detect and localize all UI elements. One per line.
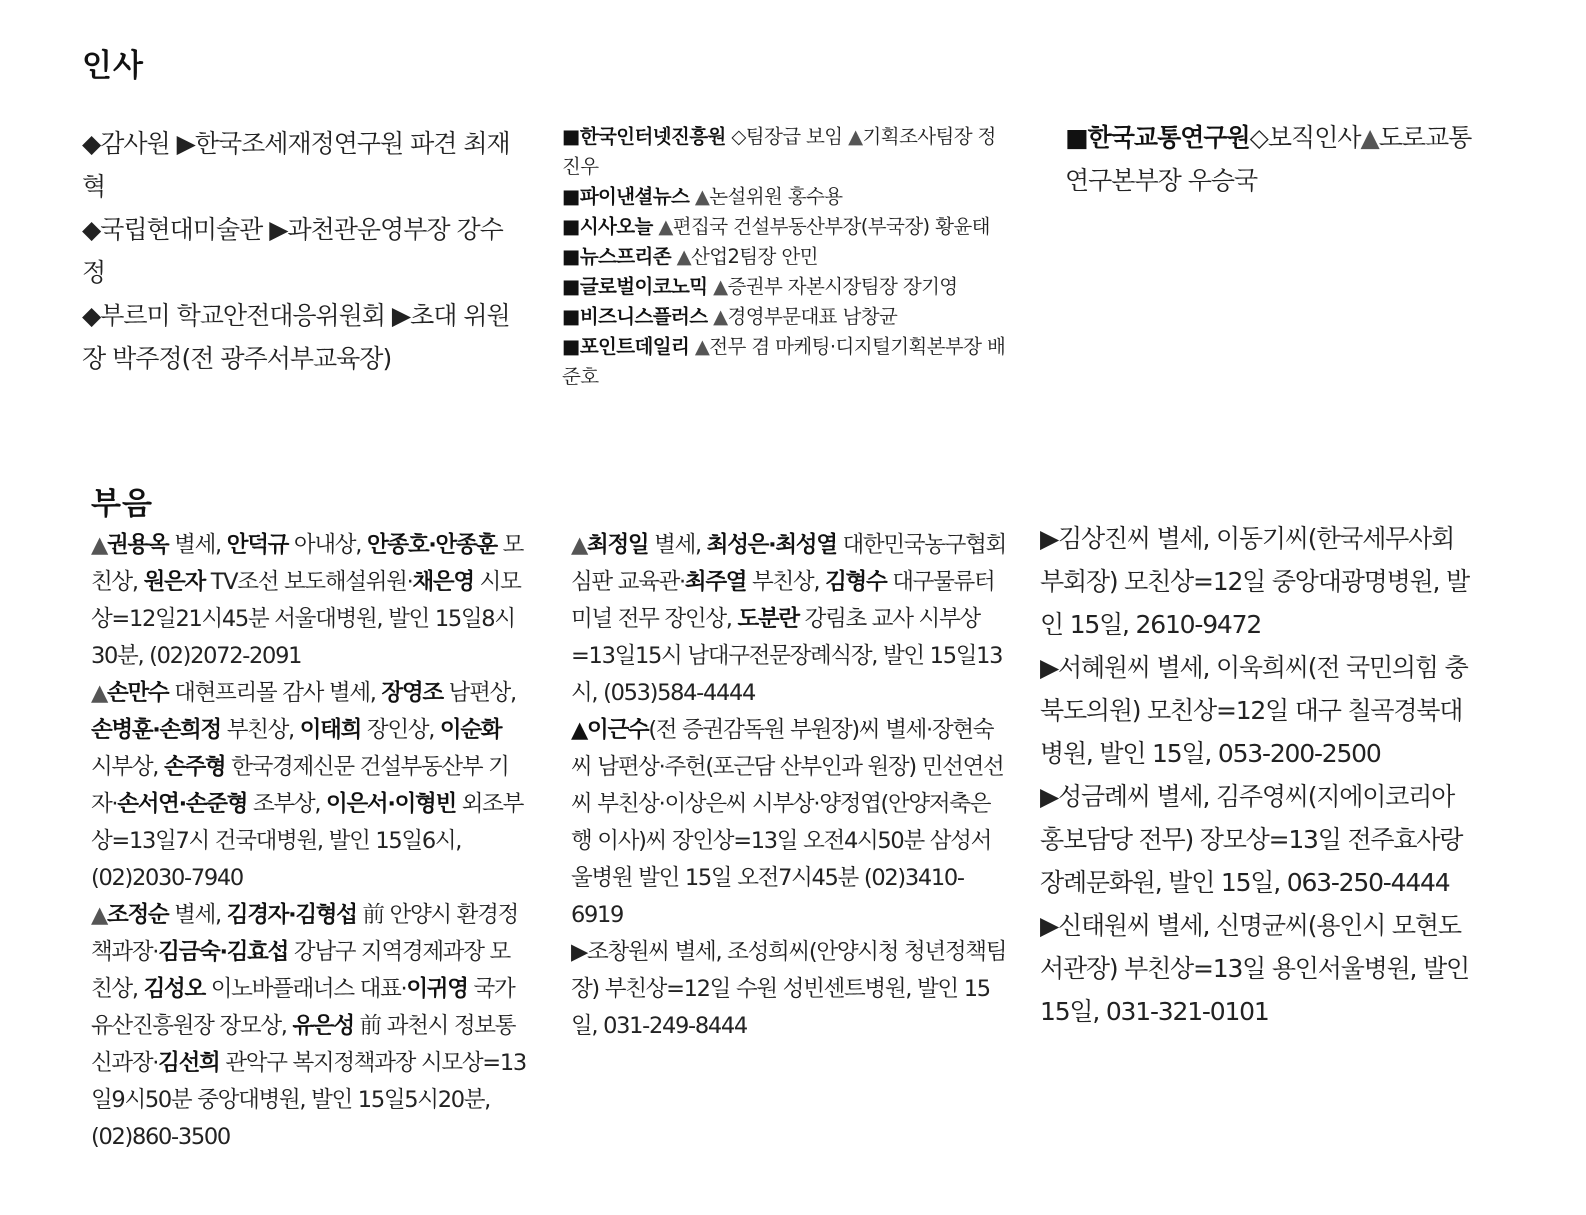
bueum-column-1: [91, 527, 527, 1156]
entry-text: 강림초 교사 시부상=13일15시 남대구전문장례식장, 발인 15일13시, (053)584-4444: [571, 606, 1003, 706]
obituary-entry: [91, 527, 527, 675]
person-name: 손서연·손준형: [117, 791, 248, 817]
entry-text: 경영부문대표 남창균: [727, 305, 898, 328]
person-name: 안종호·안종훈: [366, 532, 497, 558]
person-name: 손병훈·손희정: [91, 717, 221, 743]
entry-text: 대구물류터미널 전무 장인상,: [571, 569, 995, 632]
entry-text: 강남구 지역경제과장 모친상,: [91, 939, 510, 1002]
person-name: 김성오: [143, 976, 205, 1002]
entry-text: 도로교통연구본부장 우승국: [1065, 123, 1472, 195]
entry-text: 아내상,: [288, 532, 367, 558]
entry-text: 이노바플래너스 대표·: [204, 976, 407, 1002]
organization-name: ■시사오늘: [562, 215, 653, 238]
entry-text: 대현프리몰 감사 별세,: [168, 680, 382, 706]
person-name: 최주열: [684, 569, 747, 595]
person-name: 이귀영: [406, 976, 468, 1002]
organization-name: ■비즈니스플러스: [562, 305, 708, 328]
obituary-entry: [91, 897, 527, 1156]
entry-text: 대한민국농구협회 심판 교육관·: [571, 532, 1006, 595]
appointment-entry: [562, 272, 1008, 302]
appointment-entry: [562, 242, 1008, 272]
organization-name: ■글로벌이코노믹: [562, 275, 708, 298]
obituary-entry: ▶서혜원씨 별세, 이욱희씨(전 국민의힘 충북도의원) 모친상=12일 대구 칠곡경북대병원, 발인 15일, 053-200-2500: [1040, 653, 1468, 768]
entry-text: TV조선 보도해설위원·: [204, 569, 413, 595]
obituary-entry: ▶성금례씨 별세, 김주영씨(지에이코리아 홍보담당 전무) 장모상=13일 전주효사랑장례문화원, 발인 15일, 063-250-4444: [1040, 782, 1463, 897]
entry-text: 편집국 건설부동산부장(부국장) 황윤태: [672, 215, 990, 238]
entry-text: 한국경제신문 건설부동산부 기자·: [91, 754, 509, 817]
triangle-icon: ▲: [676, 245, 692, 268]
person-name: 안덕규: [226, 532, 289, 558]
entry-text: 시모상=12일21시45분 서울대병원, 발인 15일8시30분, (02)2072-2091: [91, 569, 521, 669]
appointment-entry: [82, 122, 522, 208]
entry-text: 기획조사팀장 정진우: [562, 125, 996, 178]
insa-column-1: [82, 122, 522, 380]
entry-text: ◆부르미 학교안전대응위원회 ▶초대 위원장 박주정(전 광주서부교육장): [82, 301, 510, 373]
entry-text: 부친상,: [746, 569, 826, 595]
person-name: 최성은·최성열: [706, 532, 837, 558]
insa-column-3: [1065, 116, 1481, 202]
appointment-entry: [562, 122, 1008, 182]
obituary-entry: [571, 934, 1007, 1045]
entry-text: 외조부상=13일7시 건국대병원, 발인 15일6시, (02)2030-7940: [91, 791, 524, 891]
entry-text: 부친상,: [220, 717, 300, 743]
entry-text: 별세,: [168, 532, 227, 558]
obituary-entry: ▶김상진씨 별세, 이동기씨(한국세무사회 부회장) 모친상=12일 중앙대광명병원, 발인 15일, 2610-9472: [1040, 524, 1469, 639]
entry-text: ▶조창원씨 별세, 조성희씨(안양시청 청년정책팀장) 부친상=12일 수원 성빈센트병원, 발인 15일, 031-249-8444: [571, 939, 1007, 1039]
person-name: 손주형: [164, 754, 226, 780]
organization-name: ■파이낸셜뉴스: [562, 185, 690, 208]
obituary-entry: [571, 527, 1007, 712]
entry-text: 별세,: [168, 902, 227, 928]
appointment-entry: [1065, 116, 1481, 202]
organization-name: ■포인트데일리: [562, 335, 690, 358]
triangle-icon: ▲: [694, 335, 710, 358]
entry-text: 관악구 복지정책과장 시모상=13일9시50분 중앙대병원, 발인 15일5시20분, (02)860-3500: [91, 1050, 526, 1150]
triangle-icon: ▲: [91, 680, 108, 706]
appointment-entry: [562, 302, 1008, 332]
person-name: 도분란: [737, 606, 799, 632]
entry-text: 남편상,: [442, 680, 516, 706]
person-name: 최정일: [587, 532, 649, 558]
triangle-icon: ▲: [713, 305, 728, 328]
triangle-icon: ▲: [848, 125, 863, 148]
person-name: 원은자: [143, 569, 205, 595]
triangle-icon: ▲: [91, 532, 108, 558]
person-name: 김경자·김형섭: [226, 902, 357, 928]
person-name: 유은성: [292, 1013, 354, 1039]
person-name: 김선희: [158, 1050, 220, 1076]
person-name: 장영조: [381, 680, 443, 706]
entry-text: 전무 겸 마케팅·디지털기획본부장 배준호: [562, 335, 1006, 388]
entry-text: ◇보직인사: [1249, 123, 1361, 152]
appointment-entry: [562, 182, 1008, 212]
bueum-column-3: [1040, 517, 1480, 1033]
appointment-entry: [562, 332, 1008, 392]
triangle-icon: ▲: [1360, 123, 1379, 152]
appointment-entry: [82, 208, 522, 294]
entry-text: ◆국립현대미술관 ▶과천관운영부장 강수정: [82, 215, 503, 287]
person-name: 이태희: [299, 717, 362, 743]
bueum-heading: 부음: [91, 486, 153, 522]
entry-text: 국가유산진흥원장 장모상,: [91, 976, 515, 1039]
obituary-entry: [571, 712, 1007, 934]
bueum-column-2: [571, 527, 1007, 1045]
insa-column-2: [562, 122, 1008, 392]
person-name: 손만수: [107, 680, 169, 706]
triangle-icon: ▲: [713, 275, 728, 298]
triangle-icon: ▲: [571, 717, 588, 743]
obituary-entry: [91, 675, 527, 897]
entry-text: (전 증권감독원 부원장)씨 별세·장현숙씨 남편상·주헌(포근담 산부인과 원장) 민선연선씨 부친상·이상은씨 시부상·양정엽(안양저축은행 이사)씨 장인상=13일 오전4시50분 삼성서울병원 발인 15일 오전7시45분 (02)3410-6919: [571, 717, 1004, 928]
person-name: 이순화: [439, 717, 502, 743]
person-name: 이은서·이형빈: [326, 791, 456, 817]
entry-text: 前 과천시 정보통신과장·: [91, 1013, 516, 1076]
entry-text: ◇팀장급 보임: [725, 125, 849, 148]
appointment-entry: [562, 212, 1008, 242]
appointment-entry: [82, 294, 522, 380]
entry-text: 장인상,: [361, 717, 440, 743]
entry-text: 증권부 자본시장팀장 장기영: [727, 275, 958, 298]
triangle-icon: ▲: [658, 215, 673, 238]
obituary-entry: ▶신태원씨 별세, 신명균씨(용인시 모현도서관장) 부친상=13일 용인서울병원, 발인 15일, 031-321-0101: [1040, 911, 1469, 1026]
person-name: 채은영: [412, 569, 474, 595]
triangle-icon: ▲: [91, 902, 108, 928]
triangle-icon: ▲: [571, 532, 588, 558]
organization-name: ■뉴스프리존: [562, 245, 672, 268]
insa-heading: 인사: [82, 48, 144, 84]
entry-text: ◆감사원 ▶한국조세재정연구원 파견 최재혁: [82, 129, 510, 201]
entry-text: 시부상,: [91, 754, 165, 780]
entry-text: 조부상,: [247, 791, 327, 817]
entry-text: 별세,: [648, 532, 707, 558]
person-name: 김금숙·김효섭: [158, 939, 289, 965]
person-name: 권용옥: [107, 532, 169, 558]
entry-text: 논설위원 홍수용: [709, 185, 843, 208]
triangle-icon: ▲: [694, 185, 710, 208]
entry-text: 前 안양시 환경정책과장·: [91, 902, 518, 965]
person-name: 조정순: [107, 902, 169, 928]
person-name: 이근수: [587, 717, 649, 743]
organization-name: ■한국인터넷진흥원: [562, 125, 726, 148]
person-name: 김형수: [825, 569, 887, 595]
organization-name: ■한국교통연구원: [1065, 123, 1250, 152]
entry-text: 모친상,: [91, 532, 524, 595]
entry-text: 산업2팀장 안민: [691, 245, 818, 268]
